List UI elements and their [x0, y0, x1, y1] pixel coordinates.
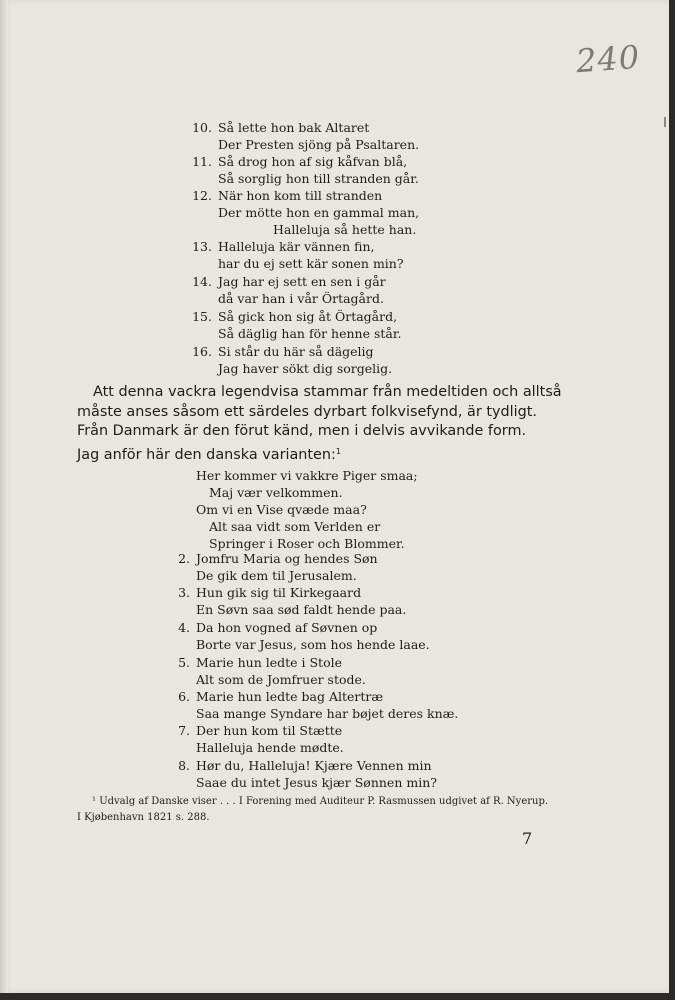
verse-line: Der mötte hon en gammal man,: [218, 205, 420, 220]
verse-line: Så gick hon sig åt Örtagård,: [218, 309, 398, 324]
verse-line: Alt som de Jomfruer stode.: [196, 672, 366, 687]
verse-line: Jomfru Maria og hendes Søn: [196, 551, 378, 566]
stanza-number: 4.: [178, 620, 190, 635]
verse-line: Der Presten sjöng på Psaltaren.: [218, 137, 420, 152]
stanza-number: 11.: [192, 154, 212, 169]
verse-line: Så drog hon af sig kåfvan blå,: [218, 154, 408, 169]
verse-line: Halleluja så hette han.: [273, 222, 417, 237]
prose-line: Att denna vackra legendvisa stammar från medeltiden och alltså: [93, 384, 562, 400]
verse-line: Si står du här så dägelig: [218, 344, 374, 359]
verse-line: Maj vær velkommen.: [209, 485, 343, 500]
footnote-ref: 1: [335, 446, 341, 456]
stanza-number: 12.: [192, 188, 212, 203]
verse-line: Så sorglig hon till stranden går.: [218, 171, 419, 186]
verse-line: Saa mange Syndare har bøjet deres knæ.: [196, 706, 459, 721]
footnote-line: ¹ Udvalg af Danske viser . . . I Forening med Auditeur P. Rasmussen udgivet af R. Nyerup.: [92, 796, 549, 807]
swedish-stanza-13: [192, 238, 404, 272]
verse-line: Jag har ej sett en sen i går: [218, 274, 386, 289]
footnote: [77, 794, 548, 826]
stanza-number: 5.: [178, 655, 190, 670]
swedish-stanza-12: [192, 187, 420, 238]
prose-paragraph: [77, 383, 562, 465]
stanza-number: 16.: [192, 344, 212, 359]
verse-line: De gik dem til Jerusalem.: [196, 568, 357, 583]
stanza-number: 8.: [178, 758, 190, 773]
page-gutter: [0, 0, 8, 993]
verse-line: Jag haver sökt dig sorgelig.: [218, 361, 393, 376]
verse-line: En Søvn saa sød faldt hende paa.: [196, 602, 407, 617]
stanza-number: 7.: [178, 723, 190, 738]
prose-line-last: [77, 442, 533, 466]
danish-stanza-2: [178, 550, 378, 584]
swedish-stanza-11: [192, 153, 419, 187]
verse-line: Da hon vogned af Søvnen op: [196, 620, 378, 635]
stanza-number: 15.: [192, 309, 212, 324]
verse-line: Marie hun ledte i Stole: [196, 655, 342, 670]
danish-stanza-1: [196, 467, 418, 552]
page-speck: [664, 117, 666, 127]
prose-line: Jag anför här den danska varianten:: [77, 446, 336, 463]
stanza-number: 2.: [178, 551, 190, 566]
verse-line: Saae du intet Jesus kjær Sønnen min?: [196, 775, 437, 790]
verse-line: Så lette hon bak Altaret: [218, 120, 370, 135]
verse-line: Så däglig han för henne står.: [218, 326, 402, 341]
swedish-stanza-15: [192, 308, 402, 342]
danish-stanza-3: [178, 584, 407, 618]
verse-line: Hør du, Halleluja! Kjære Vennen min: [196, 758, 432, 773]
stanza-number: 6.: [178, 689, 190, 704]
swedish-stanza-14: [192, 273, 386, 307]
danish-stanza-4: [178, 619, 430, 653]
swedish-stanza-10: [192, 119, 420, 153]
swedish-stanza-16: [192, 343, 393, 377]
verse-line: Hun gik sig til Kirkegaard: [196, 585, 362, 600]
prose-line: måste anses såsom ett särdeles dyrbart folkvisefynd, är tydligt.: [77, 403, 537, 420]
verse-line: Om vi en Vise qvæde maa?: [196, 502, 367, 517]
verse-line: har du ej sett kär sonen min?: [218, 256, 404, 271]
handwritten-shelfmark: 240: [574, 37, 642, 81]
verse-line: Marie hun ledte bag Altertræ: [196, 689, 384, 704]
verse-line: Springer i Roser och Blommer.: [209, 536, 405, 551]
verse-line: Borte var Jesus, som hos hende laae.: [196, 637, 430, 652]
verse-line: Alt saa vidt som Verlden er: [209, 519, 381, 534]
footnote-line: I Kjøbenhavn 1821 s. 288.: [77, 812, 210, 823]
danish-stanza-5: [178, 654, 366, 688]
danish-stanza-8: [178, 757, 437, 791]
stanza-number: 3.: [178, 585, 190, 600]
stanza-number: 10.: [192, 120, 212, 135]
prose-line: Från Danmark är den förut känd, men i delvis avvikande form.: [77, 423, 527, 439]
verse-line: Her kommer vi vakkre Piger smaa;: [196, 468, 418, 483]
danish-stanza-7: [178, 722, 344, 756]
page-number: 7: [522, 829, 533, 848]
verse-line: Halleluja hende mødte.: [196, 740, 344, 755]
stanza-number: 14.: [192, 274, 212, 289]
verse-line: då var han i vår Örtagård.: [218, 291, 384, 306]
verse-line: När hon kom till stranden: [218, 188, 383, 203]
stanza-number: 13.: [192, 239, 212, 254]
danish-stanza-6: [178, 688, 459, 722]
verse-line: Der hun kom til Stætte: [196, 723, 343, 738]
verse-line: Halleluja kär vännen fin,: [218, 239, 375, 254]
